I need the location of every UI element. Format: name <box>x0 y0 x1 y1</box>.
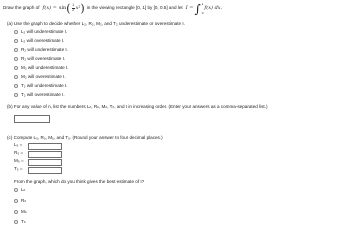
best-estimate-option-3[interactable] <box>14 220 26 225</box>
m5-input[interactable] <box>28 159 62 166</box>
left-paren: ( <box>66 2 71 15</box>
option-label: Tₙ <box>21 219 26 224</box>
t5-row <box>14 167 23 172</box>
option-label: M₂ will underestimate I. <box>21 65 69 70</box>
option-label: T₂ will overestimate I. <box>21 92 65 97</box>
integral-lower-limit: 0 <box>201 10 204 15</box>
part-c-question: (c) Compute L₅, R₅, M₅, and T₅. (Round your answer to four decimal places.) <box>7 135 163 140</box>
option-label: L₂ will overestimate I. <box>21 38 65 43</box>
fraction-numerator: 1 <box>72 3 75 8</box>
radio-button[interactable] <box>14 75 18 79</box>
part-b-question: (b) For any value of n, list the numbers Lₙ, Rₙ, Mₙ, Tₙ, and I in increasing order. (Enter your answers as a comma-separated list.) <box>7 104 268 109</box>
option-a-5[interactable] <box>14 75 66 80</box>
m5-label: M₅ = <box>14 158 24 163</box>
option-a-3[interactable] <box>14 57 65 62</box>
radio-button[interactable] <box>14 30 18 34</box>
intro-prefix: Draw the graph of <box>3 5 40 11</box>
part-a-question: (a) Use the graph to decide whether L₂, R₂, M₂, and T₂ underestimate or overestimate I. <box>7 21 185 26</box>
option-a-2[interactable] <box>14 48 68 53</box>
one-half-fraction <box>72 4 75 12</box>
radio-button[interactable] <box>14 57 18 61</box>
radio-button[interactable] <box>14 220 18 224</box>
radio-button[interactable] <box>14 188 18 192</box>
r5-label: R₅ = <box>14 150 24 155</box>
option-label: R₂ will underestimate I. <box>21 47 68 52</box>
right-paren: ) <box>80 2 85 15</box>
integral-name: I = <box>185 5 194 11</box>
radio-button[interactable] <box>14 210 18 214</box>
option-a-1[interactable] <box>14 39 64 44</box>
radio-button[interactable] <box>14 48 18 52</box>
l5-input[interactable] <box>28 143 62 150</box>
best-estimate-option-0[interactable] <box>14 188 25 193</box>
option-a-0[interactable] <box>14 30 67 35</box>
integral-upper-limit: 1 <box>201 1 204 6</box>
option-label: Lₙ <box>21 187 26 192</box>
r5-input[interactable] <box>28 151 62 158</box>
radio-button[interactable] <box>14 93 18 97</box>
l5-label: L₅ = <box>14 142 23 147</box>
radio-button[interactable] <box>14 84 18 88</box>
x-squared: x² <box>75 5 81 11</box>
option-label: Mₙ <box>21 209 27 214</box>
option-label: M₂ will overestimate I. <box>21 74 66 79</box>
radio-button[interactable] <box>14 66 18 70</box>
option-a-4[interactable] <box>14 66 68 71</box>
option-label: R₂ will overestimate I. <box>21 56 66 61</box>
radio-button[interactable] <box>14 39 18 43</box>
m5-row <box>14 159 24 164</box>
best-estimate-option-2[interactable] <box>14 210 27 215</box>
best-estimate-option-1[interactable] <box>14 199 26 204</box>
option-label: T₂ will underestimate I. <box>21 83 68 88</box>
sin-label: sin <box>58 5 67 11</box>
function-name: f(x) = <box>42 5 57 11</box>
r5-row <box>14 151 23 156</box>
option-label: L₂ will underestimate I. <box>21 29 68 34</box>
option-a-7[interactable] <box>14 93 65 98</box>
l5-row <box>14 143 22 148</box>
radio-button[interactable] <box>14 199 18 203</box>
intro-middle: in the viewing rectangle [0, 1] by [0, 0.5] and let <box>86 5 183 11</box>
fraction-denominator: 2 <box>72 8 75 12</box>
integral-sign: ∫ <box>194 1 201 16</box>
option-a-6[interactable] <box>14 84 67 89</box>
part-b-answer-input[interactable] <box>14 115 50 123</box>
problem-statement <box>3 2 222 15</box>
option-label: Rₙ <box>21 198 27 203</box>
t5-label: T₅ = <box>14 166 23 171</box>
integrand: f(x) dx. <box>204 5 223 11</box>
part-c-followup: From the graph, which do you think gives the best estimate of I? <box>14 179 145 184</box>
t5-input[interactable] <box>28 167 62 174</box>
